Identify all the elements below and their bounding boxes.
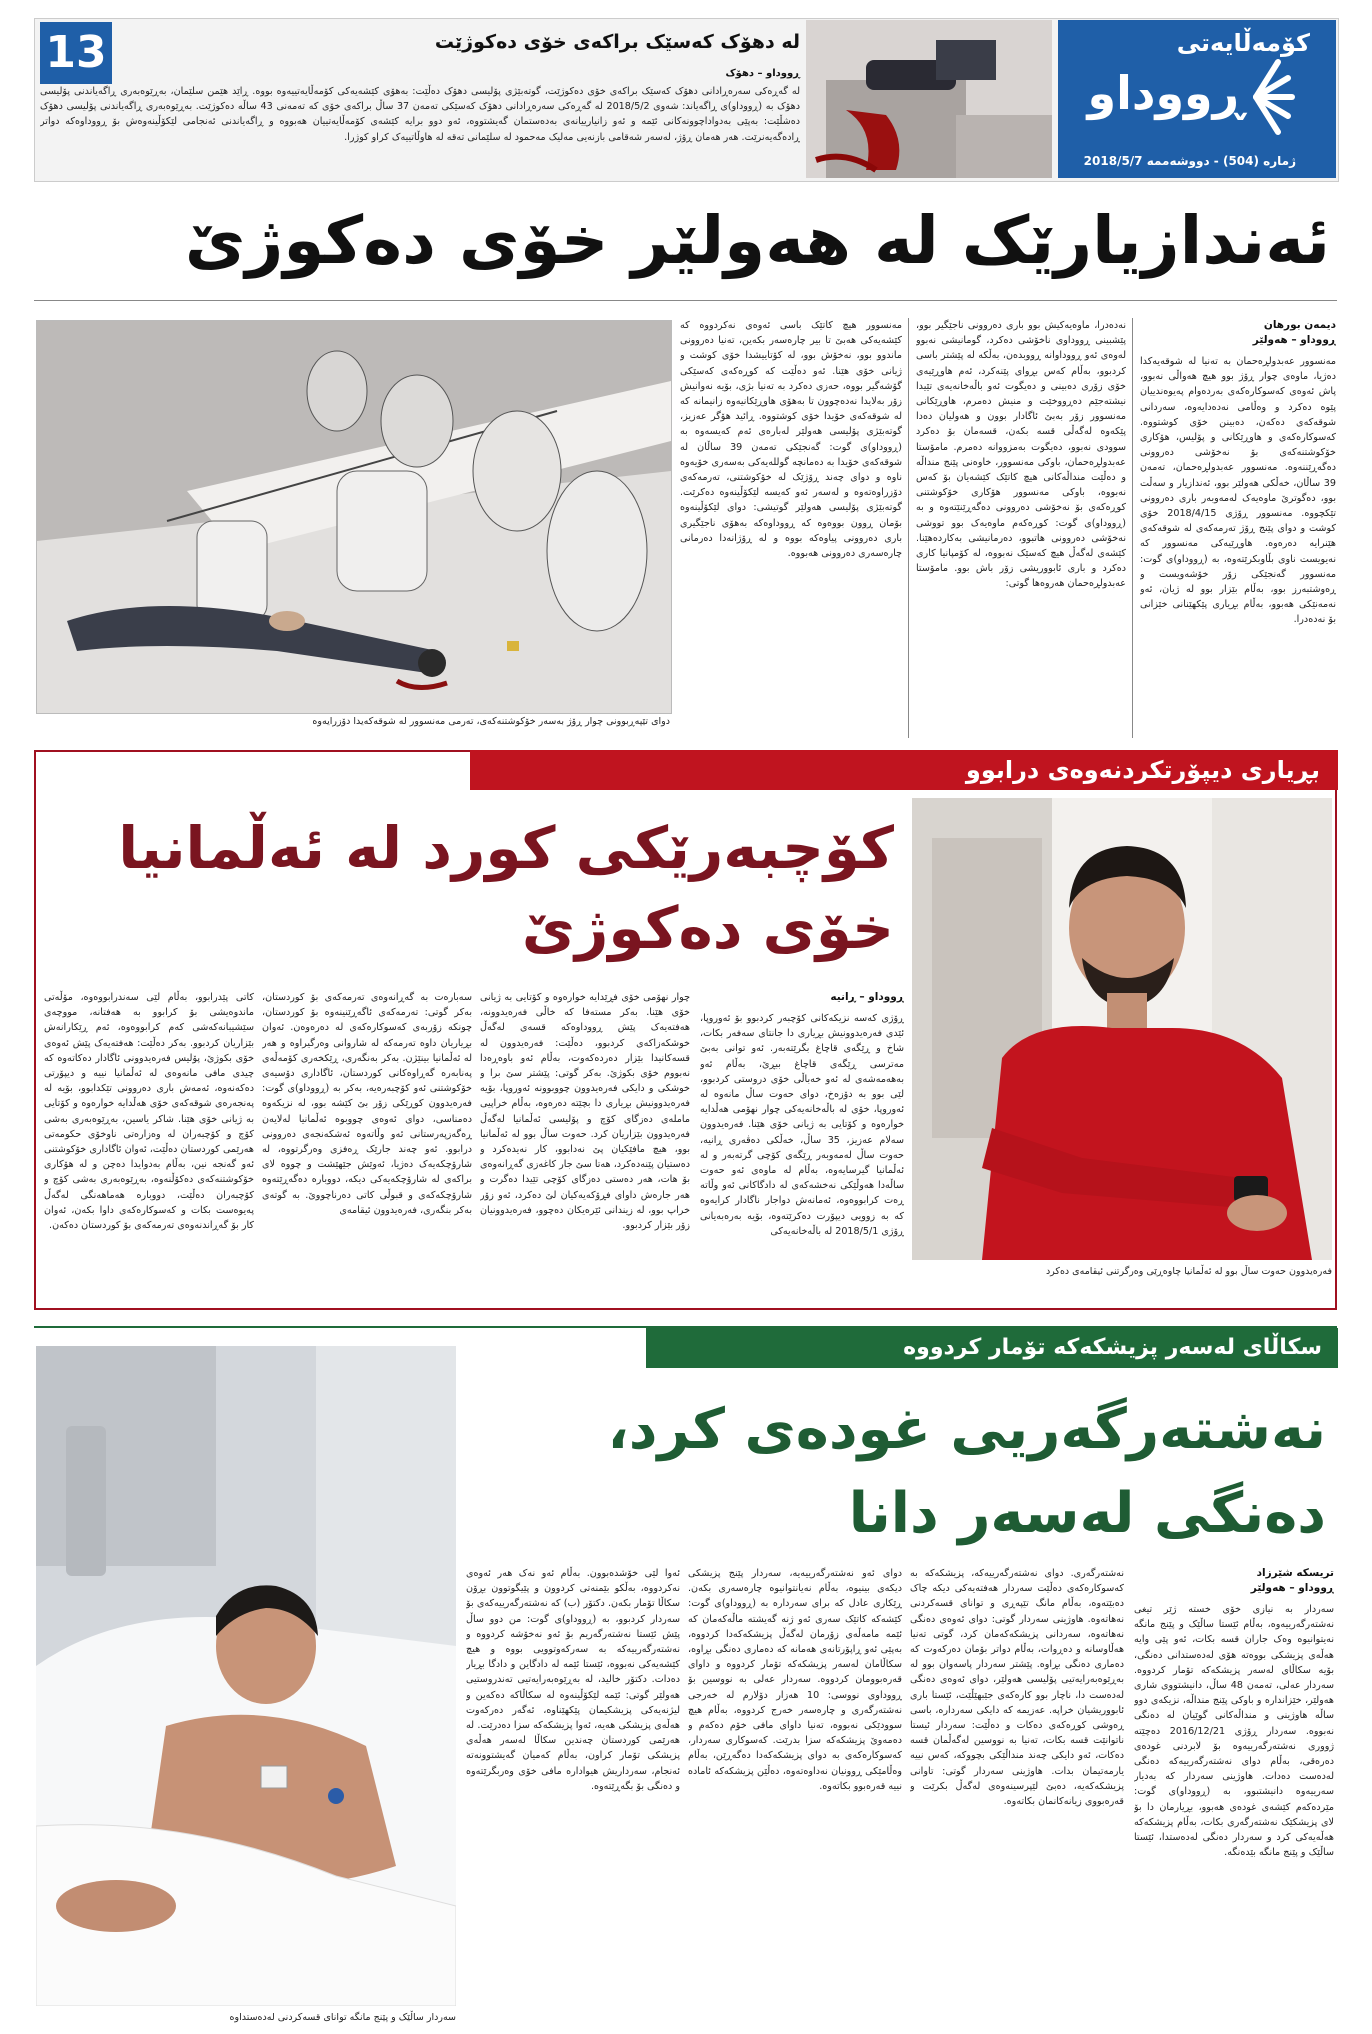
teaser-text: لە گەڕەکی سەرەڕادانی دهۆک کەسێک براکەی خۆی دەکوژێت، گوتەبێژی پۆلیسی دهۆک دەڵێت: بەهۆی کێشەیەکی کۆمەڵایەتییەوە بووە. ڕاێد هێمن سلێمان، بەڕێوەبەری ڕاگەیاندنی پۆلیسی دهۆک بە (ڕووداو)ی ڕاگەیاند: شەوی 2018/5/2 لە گەڕەکی سەرەڕادانی دهۆک کەسێکی تەمەن 37 ساڵ براکەی خۆی کە تەمەنی 43 ساڵە دەکوژێت. بەڕێوەبەری ڕاگەیاندنی پۆلیسی دهۆک دەشڵێت: بەپێی بەدواداچوونەکانی ئێمە و ئەو زانیارییانەی بەدەستمان گەیشتووە، ئەو دوو برایە کێشەی کۆمەڵایەتییان هەبووە و ڕاگەیاندنی ئەنجامی لێکۆڵینەوەش بۆ ڕووداوەکە دواتر ڕادەگەیەنرێت. هەر هەمان ڕۆژ، لەسەر شەقامی بازنەیی مەلیک مەحمود لە سلێمانی تەقە لە هاوڵاتییەک کراو کوژرا.	[40, 86, 800, 143]
logo: ڕووداو	[1087, 66, 1244, 120]
portrait-illustration	[912, 798, 1332, 1260]
article3-kicker: سکاڵای لەسەر پزیشکەکە تۆمار کردووە	[903, 1335, 1322, 1360]
article3-byline-place: ڕووداو – هەولێر	[1250, 1582, 1334, 1594]
article3-column-2	[910, 1566, 1124, 2026]
article1-photo	[36, 320, 672, 714]
article2-headline-line2: خۆی دەکوژێ	[521, 894, 894, 962]
article2-column-3	[262, 990, 472, 1300]
article3-body-2: نەشتەرگەری. دوای نەشتەرگەرییەکە، پزیشکەکە بە کەسوکارەکەی دەڵێت سەردار هەفتەیەکی دیکە چاک دەبێتەوە، بەڵام مانگ تێپەڕی و توانای قسەکردنی نەهاتەوە. هاوژینی سەردار گوتی: دوای ئەوەی دەنگی نەهاتەوە، سەردانی پزیشکەکەمان کرد، گوتی تەنیا هەڵاوسانە و دەڕوات، بەڵام دواتر بۆمان دەرکەوت کە دەماری دەنگی بڕاوە. پێشتر سەردار پاسەوان بوو لە بەڕێوەبەرایەتیی پۆلیسی هەولێر، دوای ئەوەی دەنگی لەدەست دا، ناچار بوو کارەکەی جێبهێڵێت، ئێستا باری ئابووریشیان خراپە. عەزیمە کە دایکی سەردارە، باسی ڕەوشی کوڕەکەی دەکات و دەڵێت: سەردار ئیستا ناتوانێت قسە بکات، تەنیا بە نووسین لەگەڵمان قسە دەکات، ئەو دایکی چەند منداڵێکی بچووکە، کەس نییە یارمەتیمان بدات. هاوژینی سەردار گوتی: تاوانی پزیشکەکەیە، دەبێ لێپرسینەوەی لەگەڵ بکرێت و قەرەبووی زیانەکانمان بکاتەوە.	[910, 1568, 1124, 1808]
article3-photo-caption: سەردار ساڵێک و پێنج مانگە توانای قسەکردنی لەدەستداوە	[229, 2012, 456, 2023]
article2-headline-line1: کۆچبەرێکی کورد لە ئەڵمانیا	[118, 814, 894, 882]
article1-headline: ئەندازیارێک لە هەولێر خۆی دەکوژێ	[184, 202, 1330, 279]
teaser-headline: لە دهۆک کەسێک براکەی خۆی دەکوژێت	[434, 31, 800, 53]
article1-column-2	[916, 318, 1126, 738]
divider	[34, 300, 1337, 301]
article3-byline-name: تریسکە شێرزاد	[1256, 1567, 1334, 1579]
article1-body-2: نەدەدرا، ماوەیەکیش بوو باری دەروونی ناجێگیر بوو، پێشبینی ڕووداوی ناخۆشی دەکرد، گومانیشی نەبوو لەوەی ئەو ڕووداوانە ڕووبدەن، بەڵکە لە پێشتر باسی کردبوو، بەڵام کەس بڕوای پێنەکرد، ئەم هاوڕێیەی خۆی زۆری دەبینی و دەیگوت ئەو باڵەخانەیەی تێیدا نیشتەجێم دەڕووخێت و منیش دەمرم، هاوڕێکانی مەنسوور زۆر بەبێ ئاگادار بوون و هەولیان دەدا پێکەوە لەگەڵی قسە بکەن، قسەمان بۆ دەکرد سوودی نەبوو، دەیگوت بەمزووانە دەمرم. مامۆستا عەبدولڕەحمان، باوکی مەنسوور، خاوەنی پێنج منداڵە و دەڵێت منداڵەکانی هیچ کاتێک کێشەیان بۆ کەس نەبووە، باوکی مەنسوور هۆکاری خۆکوشتنی کوڕەکەی بۆ نەخۆشی دەروونی دەگەڕێنێتەوە و بە (ڕووداو)ی گوت: کوڕەکەم ماوەیەک بوو تووشی نەخۆشی دەروونی هاتبوو، دەرمانیشی بەکاردەهێنا. کێشەی لەگەڵ هیچ کەسێک نەبووە، لە کۆمپانیا کاری دەکرد و باری ئابووریشی زۆر باش بوو. مامۆستا عەبدولڕەحمان هەروەها گوتی:	[916, 320, 1126, 590]
article3-body-1: سەردار بە نیازی خۆی خستە ژێر تیغی نەشتەرگەرییەوە، بەڵام ئێستا ساڵێک و پێنج مانگە نەیتوانیوە وەک جاران قسە بکات، ئەو پێی وایە هەڵەی پزیشکی بووەتە هۆی لەدەستدانی دەنگی، بۆیە سکاڵای لەسەر پزیشکەکە تۆمار کردووە. سەردار عەلی، تەمەن 48 ساڵ، دانیشتووی شاری هەولێر، خێزاندارە و باوکی پێنج منداڵە، نزیکەی دوو ساڵە هاوژینی و منداڵەکانی گوێیان لە دەنگی نەبووە. سەردار ڕۆژی 2016/12/21 دەچێتە ژووری نەشتەرگەرییەوە بۆ لابردنی غودەی دەرەقی، بەڵام دوای نەشتەرگەرییەکە دەنگی لەدەست دەدات. هاوژینی سەردار کە بەدیار سەرییەوە دانیشتبوو، بە (ڕووداو)ی گوت: مێردەکەم کێشەی غودەی هەبوو، بڕیارمان دا بۆ لای پزیشکێک نەشتەرگەری بکات، بەڵام پزیشکەکە هەڵەیەکی کرد و سەردار دەنگی لەدەستدا، ئێستا ساڵێک و پێنج مانگە بێدەنگە.	[1134, 1604, 1334, 1859]
column-divider	[908, 318, 909, 738]
article3-photo	[36, 1346, 456, 2006]
article1-column-3	[680, 318, 902, 738]
article1-photo-caption: دوای تێپەڕبوونی چوار ڕۆژ بەسەر خۆکوشتنەکەی، تەرمی مەنسوور لە شوقەکەیدا دۆزرایەوە	[312, 716, 670, 727]
section-label: کۆمەڵایەتی	[1176, 29, 1310, 57]
column-divider	[1132, 318, 1133, 738]
article2-body-2: چوار نهۆمی خۆی فڕێدایە خوارەوە و کۆتایی بە ژیانی خۆی هێنا. بەکر مستەفا کە خاڵی فەرەیدوونە، هەفتەیەک پێش ڕووداوەکە قسەی لەگەڵ خوشکەزاکەی کردبوو، دەڵێت: فەرەیدوون لە قسەکانیدا بێزار دەردەکەوت، بەڵام ئەو باوەڕەدا نەبووم خۆی بکوژێ. بەکر گوتی: پێشتر سێ برا و خوشکی و دایکی فەرەیدوون چووبوونە ئەوروپا، بۆیە فەرەیدوونیش بڕیاری دا بچێتە دەرەوە، بەڵام خراپیی ماملەی دەزگای کۆچ و پۆلیسی ئەڵمانیا لەگەڵ فەرەیدوون بێزاریان کرد. حەوت ساڵ بوو لە ئەڵمانیا بوو، هیچ مافێکیان پێ نەدابوو، کار نەیدەکرد و دەستیان پێنەدەکرد، هەتا سێ جار کاغەزی گەڕانەوەی بۆ هات، هەر دەستی دەزگای کۆچی تێیدا دەگرت و هەر جارەش داوای فڕۆکەیەکیان لێ دەکرد، ئەو زۆر خراپ بوو، لە زیندانی ئێرەیکان دەچوو، فەرەیدوونیان زۆر بێزار کردبوو.	[480, 992, 690, 1232]
sunburst-logo-icon	[1250, 52, 1300, 142]
article2-body-1: ڕۆژی کەسە نزیکەکانی کۆچبەر کردبوو بۆ ئەوروپا، ئێدی فەرەیدوونیش بڕیاری دا جانتای سەفەر بکات، شاخ و ڕێگەی قاچاغ بگرێتەبەر. ئەو توانی بەبێ مەترسی ڕێگەی قاچاغ ببڕێ، بەڵام ئەو بەهەمەشەی لە ئەو خەباڵی خۆی دروستی کردبوو، لێی بوو بە دۆزەخ، دوای حەوت ساڵ مانەوە لە ئەوروپا، خۆی لە باڵەخانەیەکی چوار نهۆمی هەڵدایە خوارەوە و کۆتایی بە ژیانی خۆی هێنا. فەرەیدوون سەلام عەزیز، 35 ساڵ، خەڵکی دەڤەری ڕانیە، حەوت ساڵ لەمەوبەر ڕێگەی کۆچی گرتەبەر و لە ئەڵمانیا گیرسایەوە، بەڵام لە ماوەی ئەو حەوت ساڵەدا هەوڵێکی نەخشەکەی لە دادگاکانی ئەو وڵاتە ڕەت کرابووەوە، ئەمانەش دواجار ناگادار کرایەوە کە بە زوویی دیپۆرت دەکرێتەوە، بۆیە بەرەبەیانی ڕۆژی 2018/5/1 لە باڵەخانەیەکی	[700, 1013, 904, 1237]
hospital-bed-illustration	[36, 1346, 456, 2006]
issue-info: ژمارە (504) - دووشەممە 2018/5/7	[1083, 154, 1296, 168]
article3-body-3: دوای ئەو نەشتەرگەرییەیە، سەردار پێنج پزیشکی دیکەی بینیوە، بەڵام نەیانتوانیوە چارەسەری بکەن. ڕێکاری عادل کە برای سەردارە بە (ڕووداو)ی گوت: کێشەکە کاتێک سەری ئەو ژنە گەیشتە ماڵەکەمان کە ئێمە مامەڵەی زۆرمان لەگەڵ پزیشکەکەدا کردووە، بەپێی ئەو ڕاپۆرتانەی هەمانە کە دەماری دەنگی بڕاوە، سکاڵامان لەسەر پزیشکەکە تۆمار کردووە و داوای قەرەبوومان کردووە. سەردار عەلی بە نووسین بۆ ڕووداوی نووسی: 10 هەزار دۆلارم لە خەرجی نەشتەرگەری و چارەسەر خەرج کردووە، بەڵام هیچ سوودێکی نەبووە، تەنیا داوای مافی خۆم دەکەم و دەمەوێ پزیشکەکە سزا بدرێت. کەسوکاری سەردار، کەسوکارەکەی بە دوای پزیشکەکەدا دەگەڕێن، بەڵام وەڵامێکی ڕوونیان نەداوەتەوە، دەڵێن پزیشکەکە ئامادە نییە قەرەبوو بکاتەوە.	[688, 1568, 902, 1792]
article3-headline-line2: دەنگی لەسەر دانا	[848, 1481, 1326, 1546]
page-number: 13	[40, 22, 112, 84]
article3-headline-line1: نەشتەرگەریی غودەی کرد،	[607, 1397, 1326, 1462]
article1-byline-place: ڕووداو – هەولێر	[1252, 334, 1336, 346]
article2-body-3: سەبارەت بە گەڕانەوەی تەرمەکەی بۆ کوردستان، بەکر گوتی: تەرمەکەی ئاگەڕێنینەوە بۆ کوردستان، چونکە زۆربەی کەسوکارەکەی لە دەرەوەن. ئەوان بڕیاریان داوە تەرمەکە لە شاروانی وەرگیراوە و هەر لە ئەڵمانیا بینێژن. بەکر بەنگەری، ڕێکخەری کۆمەڵەی پەنابەرە گەڕاوەکانی کوردستان، ئاگاداری دۆسیەی خۆکوشتنی ئەو کۆچبەرەیە، بەکر بە (ڕووداو)ی گوت: فەرەیدوون کوڕێکی زۆر بێ کێشە بوو، لە نزیکەوە دەمناسی، دوای ئەوەی چووبوە ئەڵمانیا لەلایەن ڕەگەزپەرستانی ئەو وڵاتەوە ئەشکەنجەی دەروونی درابوو. ئەو چەند جارێک ڕەفزی وەرگرتووە، لە شارۆچکەیەک دەژیا، ئەوێش جێهێشت و چووە لای براکەی لە شارۆچکەیەکی دیکە، دووبارە دەگەڕێتەوە شارۆچکەکەی و قبوڵی کاتی دەرناچووێ. بە گوتەی بەکر بنگەری، فەرەیدوون ئیقامەی	[262, 992, 472, 1216]
forensic-scene-illustration	[37, 321, 671, 713]
article2-kicker: بڕیاری دیپۆرتکردنەوەی درابوو	[965, 756, 1320, 784]
article2-photo	[912, 798, 1332, 1260]
article2-column-4	[44, 990, 254, 1300]
article2-column-1	[700, 990, 904, 1300]
article3-body-4: ئەوا لێی خۆشدەبوون. بەڵام ئەو نەک هەر ئەوەی نەکردووە، بەڵکو بێمنەتی کردوون و پێیگوتوون بڕۆن سکاڵا تۆمار بکەن. دکتۆر (ب) کە نەشتەرگەرییەکەی بۆ سەردار کردبوو، بە (ڕووداو)ی گوت: من دوو ساڵ پێش ئێستا نەشتەرگەریم بۆ ئەو نەخۆشە کردووە و نەشتەرگەرییەکە بە سەرکەوتوویی بووە و هیچ کێشەیەکی نەبووە، ئێستا ئێمە لە دادگاین و دادگا بڕیار دەدات. دکتۆر خالید، لە بەڕێوەبەرایەتیی تەندروستیی هەولێر گوتی: ئێمە لێکۆڵینەوە لە سکاڵاکە دەکەین و لیژنەیەکی پزیشکیمان پێکهێناوە، ئەگەر دەرکەوت هەڵەی پزیشکی هەیە، ئەوا پزیشکەکە سزا دەدرێت. لە هەرێمی کوردستان چەندین سکاڵا لەسەر هەڵەی پزیشکی تۆمار کراون، بەڵام کەمیان گەیشتوونەتە ئەنجام، سەرداریش هیوادارە مافی خۆی وەربگرێتەوە و دەنگی بۆ بگەڕێتەوە.	[466, 1568, 680, 1792]
article3-column-1	[1134, 1566, 1334, 2026]
article2-body-4: کاتی پێدرابوو، بەڵام لێی سەندرابووەوە، مۆڵەتی ماندوەیشی بۆ کرابوو بە هەفتانە، مووچەی سێشیبانەکەشی کەم کرابووەوە، ئەم ڕێکارانەش بێزاریان کردبوو. بەکر دەڵێت: هەفتەیەک پێش ئەوەی خۆی بکوژێ، پۆلیس فەرەیدوونی ئاگادار دەکاتەوە کە چیدی مافی مانەوەی لە ئەڵمانیا نییە و دیپۆرتی دەکەنەوە، ئەمەش باری دەروونی تێکدابوو، بۆیە لە پەنجەرەی شوقەکەی خۆی هەڵدایە خوارەوە و کۆتایی بە ژیانی خۆی هێنا. شاکر یاسین، بەڕێوەبەری بەشی کۆچ و کۆچبەران لە وەزارەتی ناوخۆی حکومەتی هەرێمی کوردستان دەڵێت، ئەوان ئاگاداری خۆکوشتنی ئەو گەنجە نین، بەڵام بەدوایدا دەچن و لە هۆکاری خۆکوشتنەکەی دەکۆڵنەوە، بەڕێوەبەری بەشی کۆچ و کۆچبەران دەڵێت، دووبارە هەماهەنگی لەگەڵ پەیوەست بکات و کەسوکارەکەی داوا بکەن، ئەوان کار بۆ گەڕاندنەوەی تەرمەکەی بۆ کوردستان دەکەن.	[44, 992, 254, 1232]
article1-body-1: مەنسوور عەبدولڕەحمان بە تەنیا لە شوقەیەکدا دەژیا، ماوەی چوار ڕۆژ بوو هیچ هەواڵی نەبوو، پاش ئەوەی کەسوکارەکەی بەردەوام پەیوەندییان پێوە دەکرد و وەڵامی نەدەدایەوە، سەردانی شوقەکەی دەکەن، دەبینن خۆی کوشتووە. کەسوکارەکەی و هاوڕێکانی و پۆلیس، هۆکاری خۆکوشتنەکەی بۆ نەخۆشی دەروونی دەگەڕێننەوە. مەنسوور عەبدولڕەحمان، تەمەن 39 ساڵان، خەڵکی هەولێر بوو، ئەندازیار و سەڵت بوو، دەگوترێ ماوەیەک لەمەوبەر باری دەروونی تێکچووە. مەنسوور ڕۆژی 2018/4/15 خۆی کوشت و دوای پێنج ڕۆژ تەرمەکەی لە شوقەکەی هێنرایە دەرەوە. هاوڕێیەکی مەنسوور کە نەیویست ناوی بڵاوبکرێتەوە، بە (ڕووداو)ی گوت: مەنسوور گەنجێکی زۆر خۆشەویست و ڕەوشتبەرز بوو، بەڵام بێزار بوو لە ژیان، ئەو نەمەنێکی هەبوو، بەڵام بڕیاری پێکهێنانی خێزانی بۆ نەدەدرا.	[1140, 356, 1336, 626]
article3-column-4	[466, 1566, 680, 2026]
article1-byline-name: دیمەن بورهان	[1263, 319, 1336, 331]
article1-body-3: مەنسوور هیچ کاتێک باسی ئەوەی نەکردووە کە کێشەیەکی هەبێ تا بیر چارەسەر بکەین، تەنیا دەروونی ماندوو بوو، نەخۆش بوو، لە کۆتاییشدا خۆی کوشت و ژیانی خۆی هێنا. ئەو دەڵێت کە کوڕەکەی کەسێکی گۆشەگیر بووە، حەزی دەکرد بە تەنیا بژی، بۆیە نەوانیش زۆر بەلایدا نەدەچوون تا بەهۆی هاوڕێکانیەوە زانیمانە کە لە شوقەکەی خۆیدا خۆی کوشتووە. ڕائید هۆگر عەزیز، گوتەبێژی پۆلیسی هەولێر لەبارەی ئەم کەیسەوە بە (ڕووداو)ی گوت: گەنجێکی تەمەن 39 ساڵان لە شوقەکەی خۆیدا بە دەمانچە گوللەیەکی بەسەری خۆیەوە ناوە و دوای چەند ڕۆژێک لە خۆکوشتنی، تەرمەکەی دۆزراوەتەوە و لەسەر ئەو کەیسە لێکۆڵینەوە دەکرێت. گوتەبێژی پۆلیسی هەولێر گوتیشی: دوای لێکۆڵینەوە بۆمان ڕوون بووەوە کە ڕووداوەکە بەهۆی ناجێگیری باری دەروونی پیاوەکە بووە و لە ڕۆژانەدا دەرمانی چارەسەری دەروونی هەبووە.	[680, 320, 902, 560]
article2-photo-caption: فەرەیدوون حەوت ساڵ بوو لە ئەڵمانیا چاوەڕێی وەرگرتنی ئیقامەی دەکرد	[1045, 1266, 1332, 1277]
article3-column-3	[688, 1566, 902, 2026]
article2-byline: ڕووداو – ڕانیە	[830, 991, 904, 1003]
crime-scene-illustration	[806, 20, 1052, 178]
teaser-byline: ڕووداو – دهۆک	[725, 68, 800, 79]
article2-column-2	[480, 990, 690, 1300]
article1-column-1	[1140, 318, 1336, 738]
teaser-photo	[806, 20, 1052, 178]
